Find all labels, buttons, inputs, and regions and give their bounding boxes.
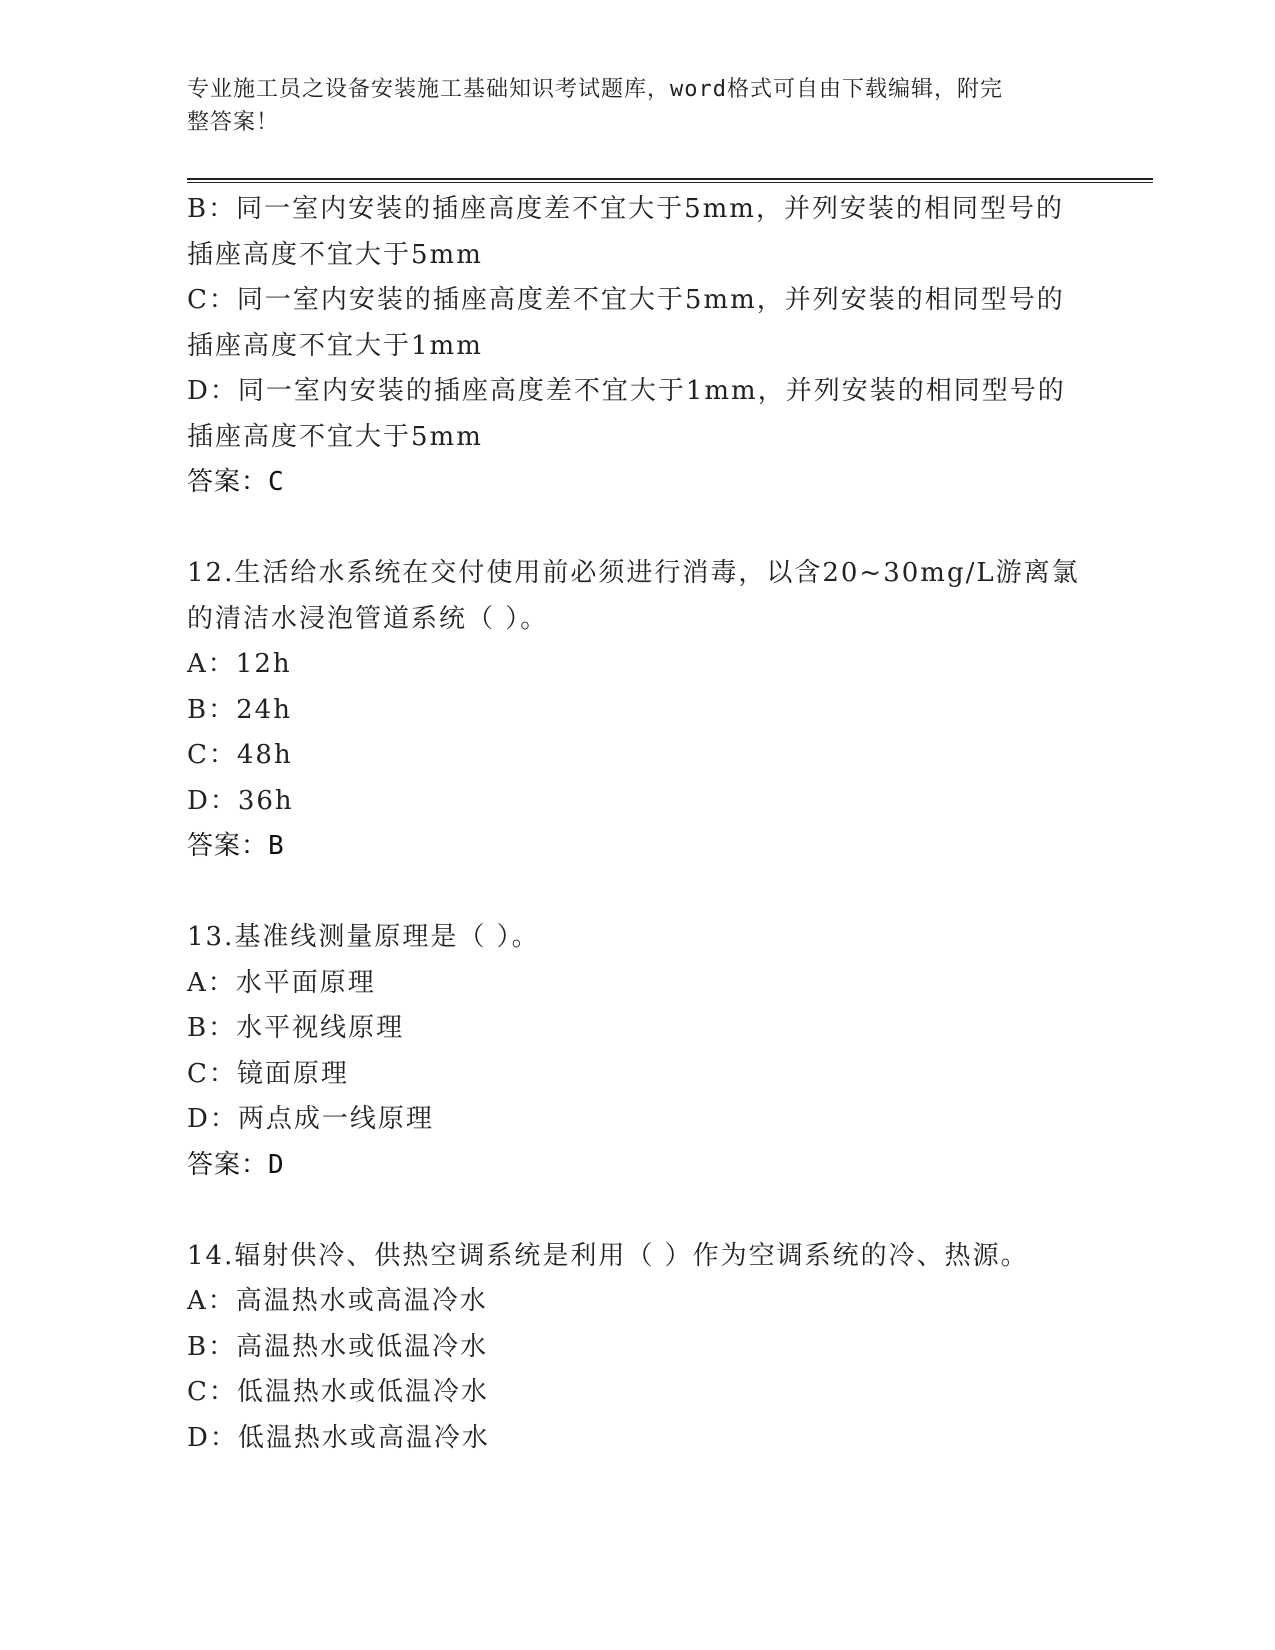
q12-option-c: C：48h [187,740,293,770]
q12-stem-line-2: 的清洁水浸泡管道系统（ ）。 [187,603,549,634]
q14-option-c: C：低温热水或低温冷水 [187,1377,489,1407]
spacer [187,870,1087,916]
q11-option-c-line-2: 插座高度不宜大于1mm [187,330,483,361]
q13-option-b: B：水平视线原理 [187,1013,405,1043]
header-line-1: 专业施工员之设备安装施工基础知识考试题库，word格式可自由下载编辑，附完 [187,77,1003,102]
q12-answer: 答案：B [187,831,285,861]
q14-option-b: B：高温热水或低温冷水 [187,1331,489,1362]
q13-answer: 答案：D [187,1149,285,1180]
header-divider [187,178,1153,183]
q13-option-a: A：水平面原理 [187,967,376,998]
q12-option-d: D：36h [187,785,294,816]
q13-stem: 13.基准线测量原理是（ ）。 [187,922,540,952]
spacer [187,506,1087,552]
q13-option-d: D：两点成一线原理 [187,1104,434,1134]
q11-option-b-line-2: 插座高度不宜大于5mm [187,239,483,270]
q14-option-d: D：低温热水或高温冷水 [187,1422,490,1453]
q14-option-a: A：高温热水或高温冷水 [187,1286,488,1316]
q11-option-d-line-1: D：同一室内安装的插座高度差不宜大于1mm，并列安装的相同型号的 [187,376,1066,406]
q11-option-b-line-1: B：同一室内安装的插座高度差不宜大于5mm，并列安装的相同型号的 [187,194,1064,224]
q11-option-d-line-2: 插座高度不宜大于5mm [187,421,483,452]
question-11-tail [187,187,1087,506]
spacer [187,1188,1087,1234]
question-12 [187,551,1087,870]
page-header [187,73,1067,139]
question-content [187,187,1087,1461]
question-13 [187,915,1087,1188]
header-line-2: 整答案！ [187,110,280,135]
q12-option-b: B：24h [187,694,292,725]
q14-stem: 14.辐射供冷、供热空调系统是利用（ ）作为空调系统的冷、热源。 [187,1240,1029,1271]
q12-option-a: A：12h [187,649,292,679]
q13-option-c: C：镜面原理 [187,1058,349,1089]
question-14 [187,1234,1087,1462]
q12-stem-line-1: 12.生活给水系统在交付使用前必须进行消毒，以含20~30mg/L游离氯 [187,558,1080,588]
q11-option-c-line-1: C：同一室内安装的插座高度差不宜大于5mm，并列安装的相同型号的 [187,285,1065,315]
q11-answer: 答案：C [187,467,285,497]
